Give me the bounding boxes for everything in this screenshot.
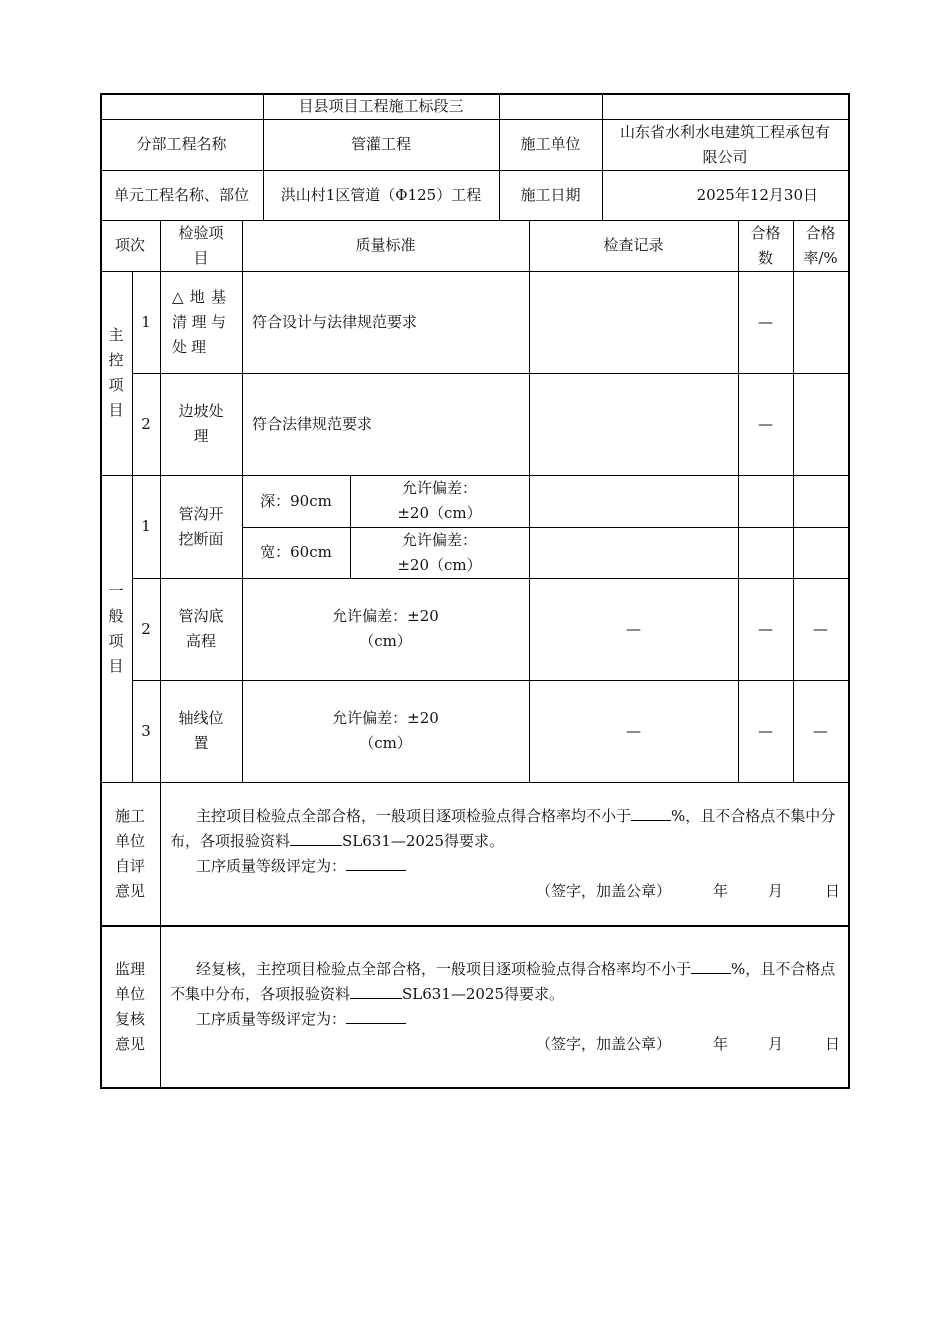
grade-label: 工序质量等级评定为：	[196, 1010, 347, 1028]
check-record	[529, 373, 738, 475]
grade-blank[interactable]	[346, 854, 406, 871]
pass-rate: —	[813, 619, 828, 638]
row-number: 1	[141, 312, 151, 331]
pass-count: —	[758, 619, 773, 638]
general-group	[100, 475, 132, 782]
supervisor-opinion-text	[170, 957, 840, 1057]
contractor-opinion-text	[170, 804, 840, 904]
col-pass-count: 合格数	[750, 223, 781, 267]
quality-standard: 符合法律规范要求	[252, 414, 373, 433]
opinion-text: %，且不合格点不集中分布，各项报验资料	[170, 960, 836, 1003]
pass-rate-blank[interactable]	[631, 804, 671, 821]
col-inspection-item: 检验项目	[178, 223, 224, 267]
unit-project-label: 单元工程名称、部位	[113, 185, 249, 204]
row-number: 2	[141, 619, 151, 638]
sub-project-label: 分部工程名称	[136, 135, 227, 153]
opinion-text: %，且不合格点不集中分布，各项报验资料	[170, 807, 836, 850]
year-label: 年	[712, 1035, 728, 1053]
opinion-text: 经复核，主控项目检验点全部合格，一般项目逐项检验点得合格率均不小于	[196, 960, 692, 978]
col-standard: 质量标准	[355, 236, 416, 254]
sub-project-value: 管灌工程	[350, 135, 411, 153]
border-right	[848, 93, 850, 1089]
general-label: 一般项目	[108, 581, 124, 675]
month-label: 月	[767, 1035, 783, 1053]
supervisor-opinion-group	[100, 926, 160, 1087]
row-number: 2	[141, 414, 151, 433]
signature-label: （签字，加盖公章）	[535, 1035, 671, 1053]
col-pass-rate: 合格率/%	[803, 223, 838, 267]
divider	[160, 782, 161, 1088]
inspection-item-text: △地基清理与处理	[172, 287, 230, 356]
border-bottom	[100, 1087, 850, 1089]
date-label: 施工日期	[520, 185, 581, 204]
contractor-opinion-group	[100, 782, 160, 925]
col-record: 检查记录	[603, 236, 664, 254]
inspection-item	[160, 271, 242, 373]
pass-count: —	[758, 721, 773, 740]
opinion-text: SL631—2025得要求。	[402, 985, 565, 1003]
main-control-group	[100, 271, 132, 475]
pass-rate-blank[interactable]	[691, 957, 731, 974]
pass-count: —	[758, 312, 773, 331]
divider	[100, 925, 850, 927]
tolerance-depth: 允许偏差：±20（cm）	[397, 479, 482, 522]
signature-line	[170, 879, 840, 904]
day-label: 日	[824, 1035, 840, 1053]
project-name: 目县项目工程施工标段三	[298, 96, 464, 115]
documents-blank[interactable]	[350, 982, 402, 999]
col-item: 项次	[114, 236, 145, 254]
divider	[100, 782, 850, 783]
inspection-item: 边坡处理	[178, 402, 224, 445]
tolerance-width: 允许偏差：±20（cm）	[397, 530, 482, 574]
date-value: 2025年12月30日	[696, 185, 818, 204]
contractor-opinion-label: 施工单位自评意见	[114, 806, 145, 900]
check-record: —	[626, 619, 641, 638]
check-record: —	[626, 721, 641, 740]
opinion-text: 主控项目检验点全部合格，一般项目逐项检验点得合格率均不小于	[196, 807, 632, 825]
documents-blank[interactable]	[290, 829, 342, 846]
signature-label: （签字，加盖公章）	[535, 882, 671, 900]
quality-standard: 允许偏差：±20（cm）	[332, 607, 439, 650]
grade-blank[interactable]	[346, 1007, 406, 1024]
row-number: 3	[141, 721, 151, 740]
day-label: 日	[824, 882, 840, 900]
dimension-width: 宽：60cm	[260, 543, 332, 561]
unit-project-value: 洪山村1区管道（Φ125）工程	[280, 185, 482, 204]
signature-line	[170, 1032, 840, 1057]
row-number: 1	[141, 517, 151, 535]
main-control-label: 主控项目	[108, 326, 124, 419]
supervisor-opinion-label: 监理单位复核意见	[114, 959, 145, 1053]
opinion-text: SL631—2025得要求。	[342, 832, 505, 850]
check-record	[529, 271, 738, 373]
grade-label: 工序质量等级评定为：	[196, 857, 347, 875]
contractor-value: 山东省水利水电建筑工程承包有限公司	[619, 122, 830, 166]
pass-rate	[793, 271, 848, 373]
inspection-item: 轴线位置	[178, 709, 224, 752]
pass-rate	[793, 373, 848, 475]
inspection-item: 管沟开挖断面	[178, 504, 224, 548]
quality-standard: 允许偏差：±20（cm）	[332, 709, 439, 752]
pass-count: —	[758, 414, 773, 433]
inspection-item: 管沟底高程	[178, 607, 224, 650]
contractor-label: 施工单位	[520, 135, 581, 153]
dimension-depth: 深：90cm	[260, 491, 332, 510]
year-label: 年	[712, 882, 728, 900]
month-label: 月	[767, 882, 783, 900]
quality-standard: 符合设计与法律规范要求	[252, 312, 418, 331]
pass-rate: —	[813, 721, 828, 740]
